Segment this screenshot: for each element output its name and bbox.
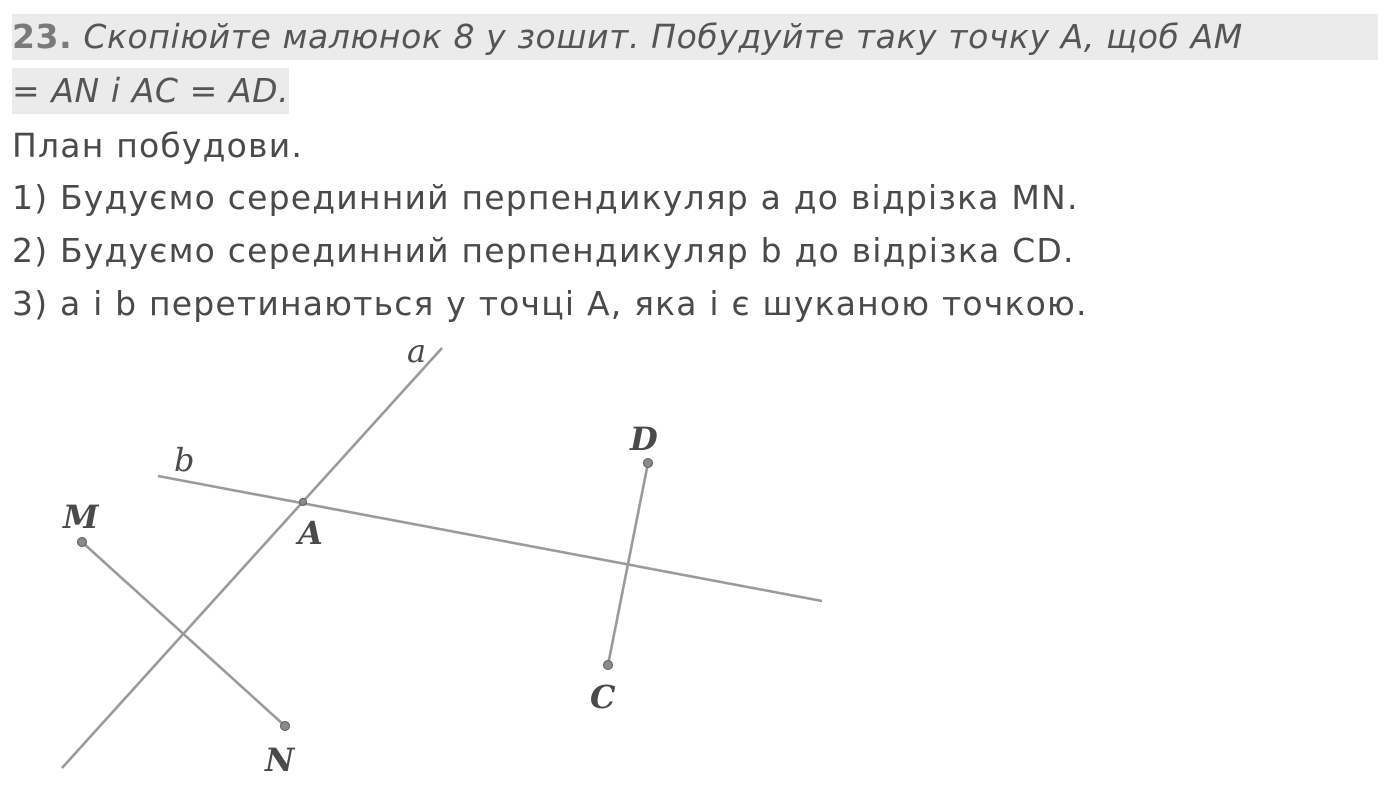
segment-mn <box>82 542 285 726</box>
point-c <box>604 661 613 670</box>
segment-cd <box>608 463 648 665</box>
plan-step-1: 1) Будуємо серединний перпендикуляр а до відрізка MN. <box>12 178 1079 217</box>
plan-step-2: 2) Будуємо серединний перпендикуляр b до відрізка CD. <box>12 231 1075 270</box>
line-b <box>158 476 822 601</box>
task-number: 23. <box>12 17 73 56</box>
label-line-a: a <box>407 332 427 370</box>
plan-step-3: 3) а і b перетинаються у точці А, яка і є шуканою точкою. <box>12 284 1088 323</box>
label-point-n: N <box>265 741 295 779</box>
point-n <box>281 722 290 731</box>
point-m <box>78 538 87 547</box>
label-point-a: A <box>298 514 323 552</box>
point-d <box>644 459 653 468</box>
task-text-line-2: = AN і AC = AD. <box>12 71 290 110</box>
label-point-c: C <box>590 678 616 716</box>
plan-title: План побудови. <box>12 126 304 165</box>
label-point-m: M <box>63 498 99 536</box>
point-a <box>300 499 307 506</box>
line-a <box>62 348 442 768</box>
task-text-line-1: Скопіюйте малюнок 8 у зошит. Побудуйте таку точку А, щоб AM <box>72 17 1243 56</box>
label-point-d: D <box>630 420 658 458</box>
label-line-b: b <box>174 441 195 479</box>
